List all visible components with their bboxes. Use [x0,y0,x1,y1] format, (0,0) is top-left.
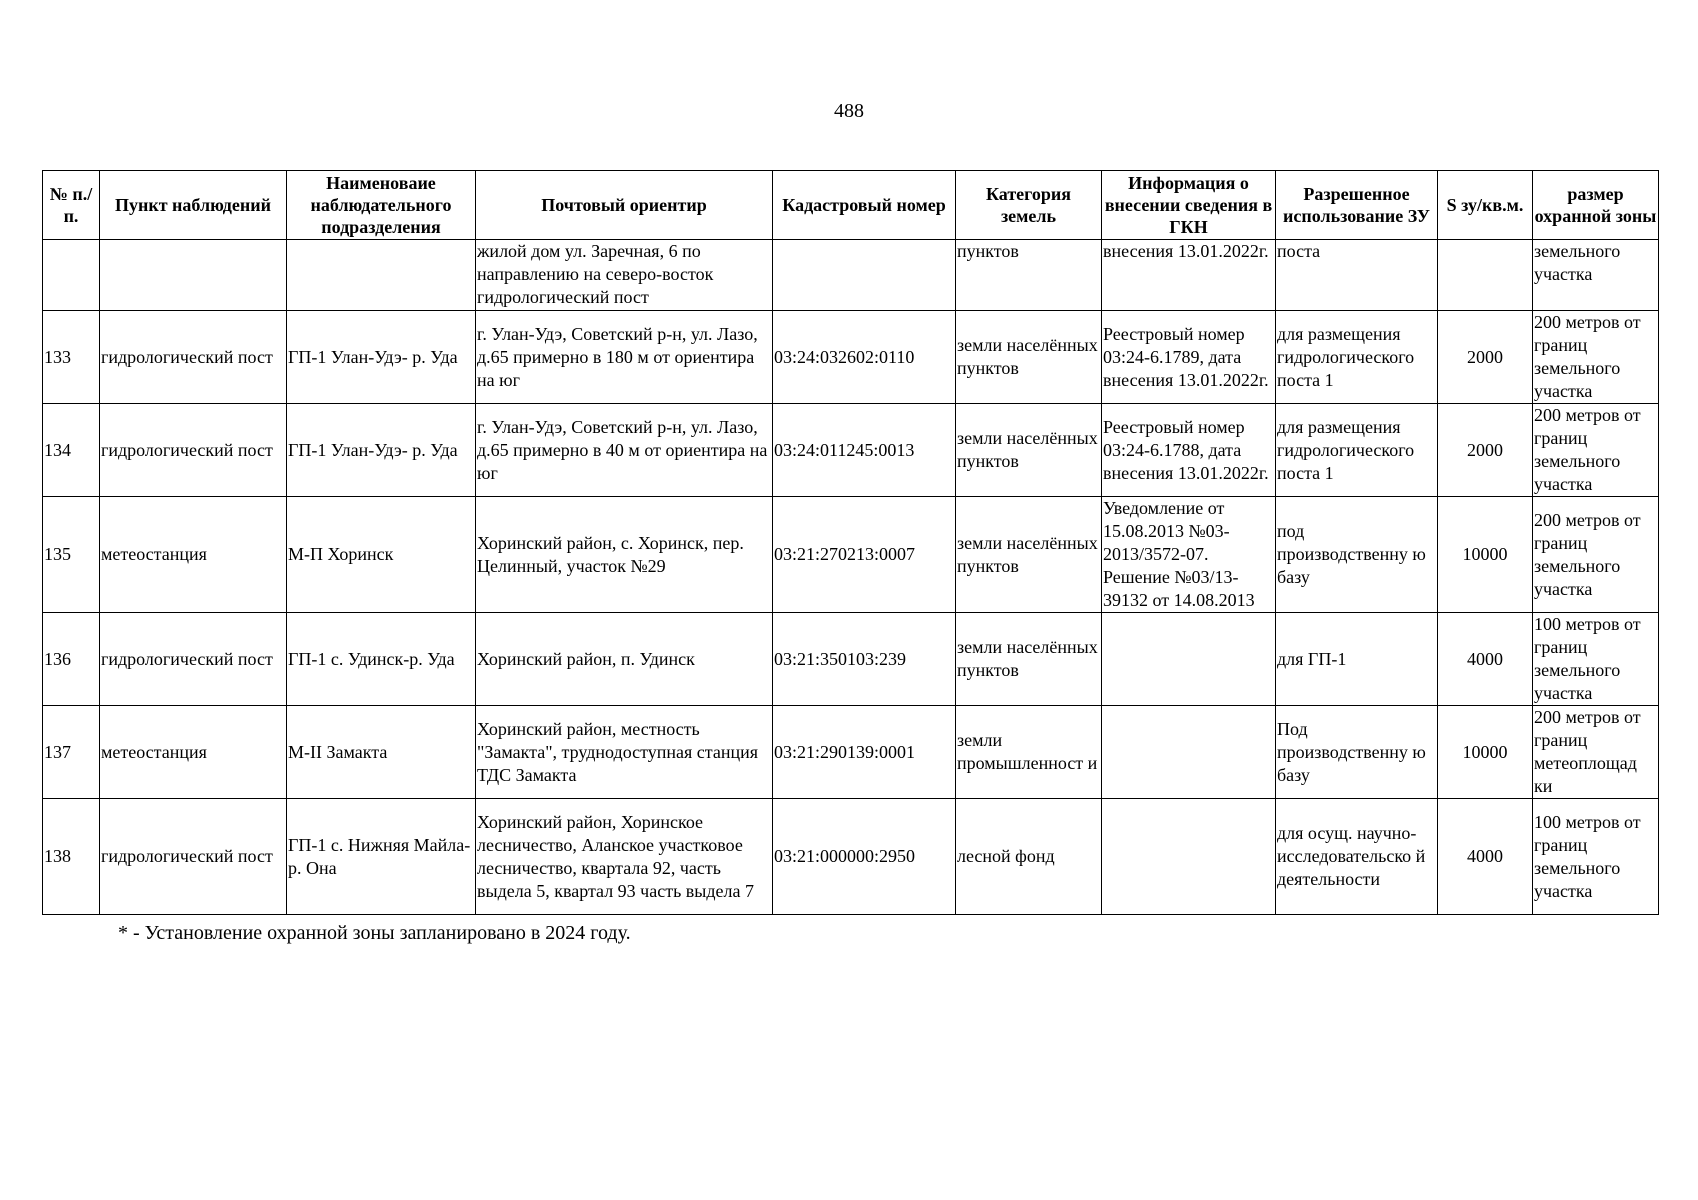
cell-protection-zone: 100 метров от границ земельного участка [1533,799,1659,915]
cell-permitted-use: под производственну ю базу [1276,497,1438,613]
header-land-category: Категория земель [956,171,1102,240]
table-row [43,799,1659,915]
cell-unit-name [287,240,476,311]
cell-area [1438,240,1533,311]
cell-cadastral-number: 03:21:270213:0007 [773,497,956,613]
cell-land-category: пунктов [956,240,1102,311]
cell-unit-name: ГП-1 с. Нижняя Майла-р. Она [287,799,476,915]
header-protection-zone: размер охранной зоны [1533,171,1659,240]
table-row [43,706,1659,799]
cell-cadastral-number: 03:24:011245:0013 [773,404,956,497]
cell-unit-name: ГП-1 Улан-Удэ- р. Уда [287,404,476,497]
cell-gkn-info [1102,706,1276,799]
cell-observation-point: гидрологический пост [100,799,287,915]
cell-permitted-use: поста [1276,240,1438,311]
cell-unit-name: М-П Хоринск [287,497,476,613]
cell-land-category: земли населённых пунктов [956,613,1102,706]
cell-gkn-info: Реестровый номер 03:24-6.1788, дата внесения 13.01.2022г. [1102,404,1276,497]
table-row [43,240,1659,311]
cell-area: 10000 [1438,497,1533,613]
cell-postal-address: г. Улан-Удэ, Советский р-н, ул. Лазо, д.65 примерно в 180 м от ориентира на юг [476,311,773,404]
cell-land-category: земли населённых пунктов [956,497,1102,613]
cell-protection-zone: 200 метров от границ земельного участка [1533,497,1659,613]
cell-land-category: лесной фонд [956,799,1102,915]
cell-area: 10000 [1438,706,1533,799]
observation-points-table [42,170,1659,915]
cell-postal-address: жилой дом ул. Заречная, 6 по направлению на северо-восток гидрологический пост [476,240,773,311]
cell-observation-point: метеостанция [100,497,287,613]
header-unit-name: Наименоваие наблюдательного подразделения [287,171,476,240]
header-gkn-info: Информация о внесении сведения в ГКН [1102,171,1276,240]
cell-number: 136 [43,613,100,706]
cell-land-category: земли населённых пунктов [956,404,1102,497]
cell-observation-point: гидрологический пост [100,613,287,706]
cell-protection-zone: 200 метров от границ метеоплощад ки [1533,706,1659,799]
cell-observation-point: метеостанция [100,706,287,799]
cell-gkn-info [1102,613,1276,706]
header-observation-point: Пункт наблюдений [100,171,287,240]
cell-area: 4000 [1438,799,1533,915]
cell-observation-point [100,240,287,311]
cell-observation-point: гидрологический пост [100,311,287,404]
header-permitted-use: Разрешенное использование ЗУ [1276,171,1438,240]
cell-postal-address: г. Улан-Удэ, Советский р-н, ул. Лазо, д.65 примерно в 40 м от ориентира на юг [476,404,773,497]
cell-land-category: земли населённых пунктов [956,311,1102,404]
page-number: 488 [834,100,864,122]
cell-unit-name: М-II Замакта [287,706,476,799]
cell-area: 2000 [1438,311,1533,404]
cell-number: 135 [43,497,100,613]
cell-number: 134 [43,404,100,497]
cell-permitted-use: для осущ. научно-исследовательско й деятельности [1276,799,1438,915]
cell-permitted-use: для размещения гидрологического поста 1 [1276,404,1438,497]
cell-gkn-info: Реестровый номер 03:24-6.1789, дата внесения 13.01.2022г. [1102,311,1276,404]
table-row [43,311,1659,404]
cell-postal-address: Хоринский район, местность "Замакта", труднодоступная станция ТДС Замакта [476,706,773,799]
cell-observation-point: гидрологический пост [100,404,287,497]
cell-cadastral-number [773,240,956,311]
cell-gkn-info [1102,799,1276,915]
cell-gkn-info: внесения 13.01.2022г. [1102,240,1276,311]
cell-number [43,240,100,311]
table-header-row [43,171,1659,240]
header-number: № п./п. [43,171,100,240]
header-area: S зу/кв.м. [1438,171,1533,240]
cell-protection-zone: 100 метров от границ земельного участка [1533,613,1659,706]
cell-protection-zone: 200 метров от границ земельного участка [1533,404,1659,497]
cell-postal-address: Хоринский район, Хоринское лесничество, Аланское участковое лесничество, квартала 92, часть выдела 5, квартал 93 часть выдела 7 [476,799,773,915]
cell-cadastral-number: 03:21:000000:2950 [773,799,956,915]
table-row [43,404,1659,497]
cell-number: 138 [43,799,100,915]
cell-area: 2000 [1438,404,1533,497]
cell-permitted-use: для ГП-1 [1276,613,1438,706]
cell-postal-address: Хоринский район, с. Хоринск, пер. Целинный, участок №29 [476,497,773,613]
cell-number: 137 [43,706,100,799]
cell-permitted-use: Под производственну ю базу [1276,706,1438,799]
cell-postal-address: Хоринский район, п. Удинск [476,613,773,706]
table-row [43,497,1659,613]
cell-gkn-info: Уведомление от 15.08.2013 №03-2013/3572-07. Решение №03/13-39132 от 14.08.2013 [1102,497,1276,613]
cell-cadastral-number: 03:21:350103:239 [773,613,956,706]
cell-unit-name: ГП-1 с. Удинск-р. Уда [287,613,476,706]
cell-protection-zone: земельного участка [1533,240,1659,311]
cell-area: 4000 [1438,613,1533,706]
footnote: * - Установление охранной зоны запланировано в 2024 году. [118,922,631,944]
cell-land-category: земли промышленност и [956,706,1102,799]
cell-cadastral-number: 03:24:032602:0110 [773,311,956,404]
table-row [43,613,1659,706]
cell-number: 133 [43,311,100,404]
cell-unit-name: ГП-1 Улан-Удэ- р. Уда [287,311,476,404]
header-cadastral-number: Кадастровый номер [773,171,956,240]
cell-protection-zone: 200 метров от границ земельного участка [1533,311,1659,404]
cell-permitted-use: для размещения гидрологического поста 1 [1276,311,1438,404]
cell-cadastral-number: 03:21:290139:0001 [773,706,956,799]
header-postal-address: Почтовый ориентир [476,171,773,240]
